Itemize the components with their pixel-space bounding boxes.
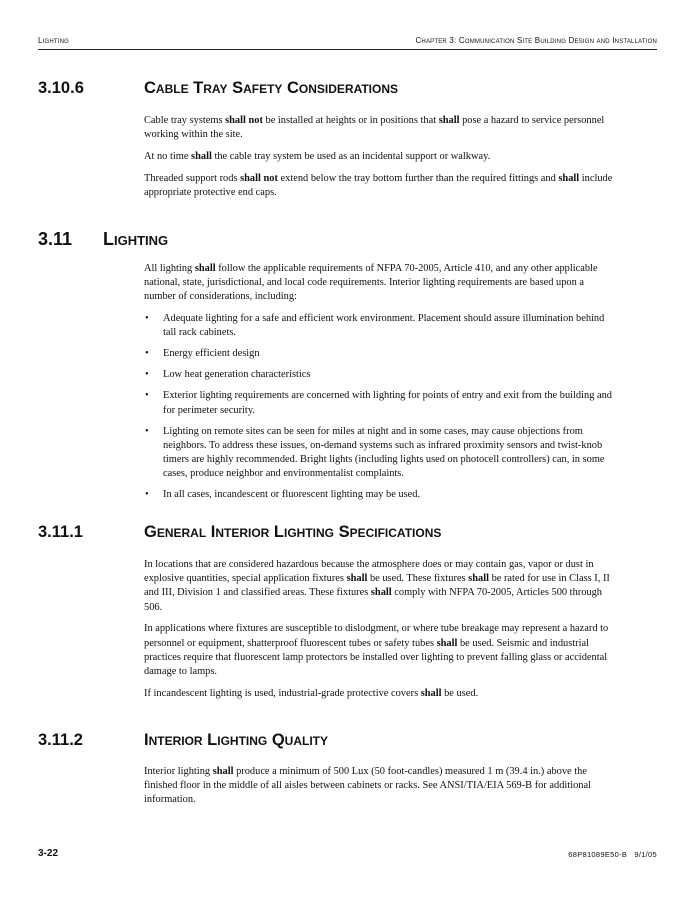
emphasis-text: shall	[438, 115, 460, 126]
paragraph	[144, 114, 614, 142]
paragraph	[144, 687, 614, 701]
section-body-3-11-2	[144, 765, 614, 815]
emphasis-text: shall	[370, 587, 392, 599]
page-number: 3-22	[38, 848, 59, 859]
list-item: • Adequate lighting for a safe and efficient work environment. Placement should assure illumination behind tall rack cabinets.	[144, 312, 614, 340]
paragraph	[144, 262, 614, 305]
paragraph	[144, 622, 614, 679]
emphasis-text: shall	[191, 150, 212, 162]
emphasis-text: shall	[194, 263, 216, 274]
emphasis-text: shall	[468, 573, 489, 585]
list-item: • Lighting on remote sites can be seen for miles at night and in some cases, may cause objections from neighbors. To address these issues, on-demand systems such as infrared proximity sensors and twist-knob timers are highly recommended. Bright lights (including lights used on photocell controllers) can, in some cases, produce neighbor and environmentalist complaints.	[144, 425, 614, 482]
section-number: 3.11.1	[38, 523, 83, 541]
emphasis-text: shall	[346, 573, 368, 585]
text-run: If incandescent lighting is used, industrial-grade protective covers	[144, 687, 421, 699]
text-run: pose a hazard to service personnel working within the site.	[144, 115, 605, 141]
section-body-3-11-1	[144, 558, 614, 708]
section-title: Cable Tray Safety Considerations	[144, 79, 399, 97]
text-run: be used. These fixtures	[367, 573, 469, 585]
text-run: Cable tray systems	[144, 115, 226, 126]
section-title: General Interior Lighting Specifications	[144, 523, 442, 541]
text-run: extend below the tray bottom further than the required fittings and	[277, 172, 559, 184]
section-title: Lighting	[103, 229, 169, 249]
list-item: • Low heat generation characteristics	[144, 368, 614, 382]
text-run: comply with NFPA 70-2005, Articles 500 through 506.	[144, 587, 603, 613]
header-section-name: Lighting	[38, 36, 70, 45]
text-run: be used.	[441, 687, 479, 699]
text-run: Threaded support rods	[144, 172, 241, 184]
text-run: be rated for use in Class I, II and III, Division 1 and classified areas. These fixtures	[144, 573, 610, 599]
text-run: At no time	[144, 150, 192, 162]
list-item: • Energy efficient design	[144, 347, 614, 361]
section-title: Interior Lighting Quality	[144, 731, 328, 749]
section-number: 3.11.2	[38, 731, 83, 749]
bullet-list	[144, 312, 614, 502]
emphasis-text: shall not	[225, 115, 263, 126]
text-run: include appropriate protective end caps.	[144, 172, 613, 198]
text-run: be used. Seismic and industrial practices require that fluorescent lamp protectors be installed over lighting to prevent falling glass or accidental damage to lamps.	[144, 637, 608, 677]
paragraph	[144, 150, 614, 164]
section-number: 3.11	[38, 229, 73, 249]
emphasis-text: shall	[436, 637, 458, 649]
section-body-3-11	[144, 262, 614, 509]
emphasis-text: shall	[212, 766, 234, 777]
text-run: All lighting	[144, 263, 195, 274]
document-id: 68P81089E50-B 9/1/05	[568, 850, 657, 859]
section-number: 3.10.6	[38, 79, 84, 97]
paragraph	[144, 765, 614, 808]
emphasis-text: shall not	[240, 172, 278, 184]
text-run: follow the applicable requirements of NFPA 70-2005, Article 410, and any other applicable national, state, jurisdictional, and local code requirements. Interior lighting requirements are based upon a number of considerations, including:	[144, 263, 598, 303]
emphasis-text: shall	[420, 687, 442, 699]
section-body-3-10-6	[144, 114, 614, 208]
text-run: produce a minimum of 500 Lux (50 foot-candles) measured 1 m (39.4 in.) above the finished floor in the middle of all aisles between cabinets or racks. See ANSI/TIA/EIA 569-B for additional information.	[144, 766, 591, 806]
emphasis-text: shall	[558, 172, 580, 184]
text-run: In locations that are considered hazardous because the atmosphere does or may contain gas, vapor or dust in explosive quantities, special application fixtures	[144, 559, 594, 585]
list-item: • Exterior lighting requirements are concerned with lighting for points of entry and exit from the building and for perimeter security.	[144, 389, 614, 417]
text-run: be installed at heights or in positions that	[262, 115, 439, 126]
paragraph	[144, 558, 614, 615]
text-run: Interior lighting	[144, 766, 213, 777]
text-run: In applications where fixtures are susceptible to dislodgment, or where tube breakage may represent a hazard to personnel or equipment, shatterproof fluorescent tubes or safety tubes	[144, 623, 609, 649]
text-run: the cable tray system be used as an incidental support or walkway.	[211, 150, 491, 162]
running-header	[38, 36, 657, 48]
list-item: • In all cases, incandescent or fluorescent lighting may be used.	[144, 488, 614, 502]
header-rule	[38, 49, 657, 50]
header-chapter-title: Chapter 3: Communication Site Building Design and Installation	[415, 36, 657, 45]
paragraph	[144, 172, 614, 200]
